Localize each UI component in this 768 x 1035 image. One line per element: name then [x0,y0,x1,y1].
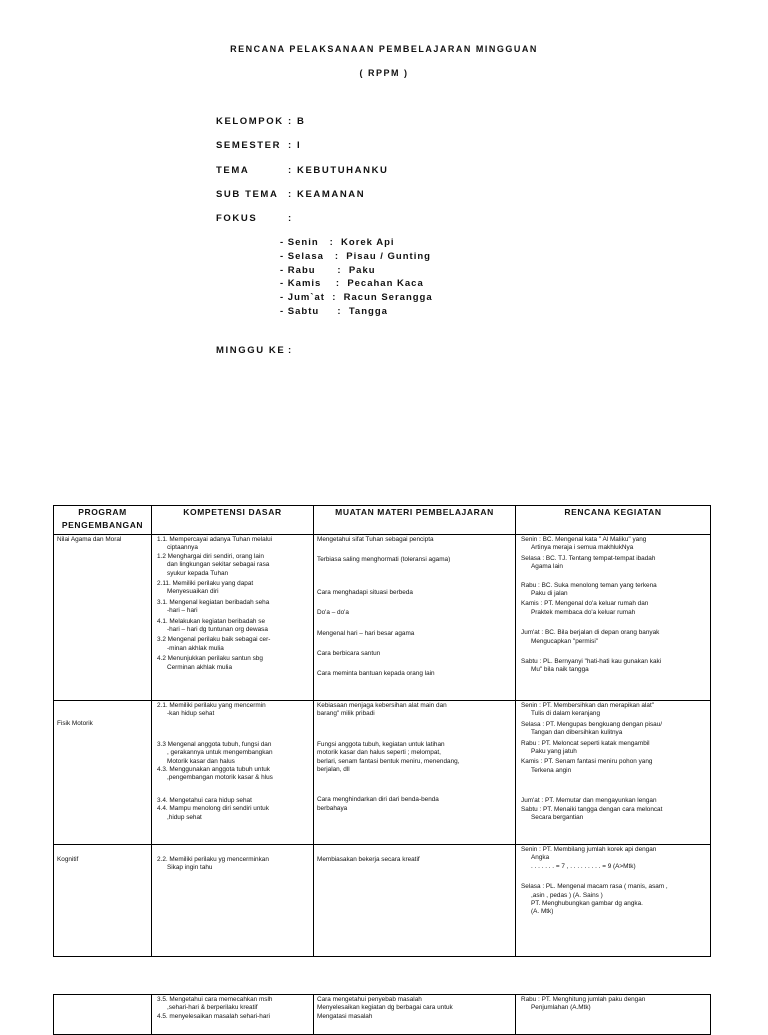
kelompok-row [216,116,305,127]
table-row-fisik-motorik [54,701,711,845]
rencana-cell [516,535,711,701]
rencana-item: Selasa : PT. Mengupas bengkuang dengan pisau/ Tangan dan dibersihkan kulitnya [521,720,663,737]
minggu-row [216,345,293,356]
fokus-day-kamis: - Kamis : Pecahan Kaca [280,278,424,290]
kd-cell [152,701,314,845]
program-cell [54,995,152,1035]
kelompok-label: KELOMPOK [216,116,284,127]
program-name: Fisik Motorik [57,720,93,727]
fokus-day-senin: - Senin : Korek Api [280,237,395,248]
subtema-value: : KEAMANAN [288,189,366,200]
rencana-item: Selasa : BC. TJ. Tentang tempat-tempat ibadah Agama lain [521,554,656,571]
kd-cell [152,995,314,1035]
kd-item: 1.2 Menghargai diri sendiri, orang lain dan lingkungan sekitar sebagai rasa syukur kepada Tuhan [157,552,270,577]
kd-item: 2.2. Memiliki perilaku yg mencerminkan Sikap ingin tahu [157,856,269,872]
rencana-item: Kamis : PT. Mengenal do'a keluar rumah dan Praktek membaca do'a keluar rumah [521,600,649,616]
table-header-row [54,506,711,535]
rencana-item: Rabu : BC. Suka menolong teman yang terkena Paku di jalan [521,581,657,598]
fokus-day-sabtu: - Sabtu : Tangga [280,305,388,317]
muatan-cell [314,995,516,1035]
rencana-item: Rabu : PT. Menghitung jumlah paku dengan Penjumlahan (A.Mtk) [521,996,646,1012]
muatan-cell [314,701,516,845]
kd-item: 2.11. Memiliki perilaku yang dapat Menyesuaikan diri [157,580,254,596]
subtema-row [216,189,365,200]
muatan-item: Mengenal hari – hari besar agama [317,629,415,637]
kd-item: 3.2 Mengenal perilaku baik sebagai cer- -minan akhlak mulia [157,636,271,652]
rencana-item: Rabu : PT. Meloncat seperti katak mengambil Paku yang jatuh [521,739,650,756]
minggu-value: : [288,345,293,356]
rppm-table-continued [53,994,711,1035]
kd-cell [152,535,314,701]
header-rencana: RENCANA KEGIATAN [516,506,711,535]
muatan-cell [314,845,516,957]
rencana-cell [516,701,711,845]
rencana-item: Senin : PT. Membilang jumlah korek api dengan Angka . . . . . . . = 7 , . . . . . . . . . = 9 (A>Mtk) [521,846,657,870]
muatan-item: Menyelesaikan kegiatan dg berbagai cara untuk [317,1004,453,1012]
rppm-table [53,505,711,957]
kd-cell [152,845,314,957]
rencana-item: Sabtu : PT. Menaiki tangga dengan cara meloncat Secara bergantian [521,805,663,822]
kd-item: 4.1. Melakukan kegiatan beribadah se -hari – hari dg tuntunan org dewasa [157,617,268,634]
semester-row [216,140,301,151]
minggu-label: MINGGU KE [216,345,286,356]
kd-item: 2.1. Memiliki perilaku yang mencermin -kan hidup sehat [157,702,266,718]
semester-label: SEMESTER [216,140,282,151]
program-cell [54,701,152,845]
program-name: Kognitif [57,856,79,863]
program-cell [54,845,152,957]
muatan-item: Cara menghadapi situasi berbeda [317,588,413,596]
tema-label: TEMA [216,165,250,176]
program-name: Nilai Agama dan Moral [57,536,122,543]
muatan-item: Cara berbicara santun [317,650,381,658]
program-cell [54,535,152,701]
table-row-nilai-agama [54,535,711,701]
muatan-item: Membiasakan bekerja secara kreatif [317,856,420,863]
header-kompetensi: KOMPETENSI DASAR [152,506,314,535]
muatan-item: Cara mengetahui penyebab masalah [317,996,422,1003]
fokus-day-jumat: - Jum`at : Racun Serangga [280,292,433,304]
tema-value: : KEBUTUHANKU [288,165,389,176]
kd-item: 1.1. Mempercayai adanya Tuhan melalui ciptaannya [157,536,273,552]
document-subtitle: ( RPPM ) [359,68,409,78]
kd-item: 4.2 Menunjukkan perilaku santun sbg Cerminan akhlak mulia [157,655,263,671]
rencana-item: Sabtu : PL. Bernyanyi "hati-hati kau gunakan kaki Mu" bila naik tangga [521,658,662,674]
fokus-days-list [280,236,433,319]
table-row-kognitif [54,845,711,957]
kd-item: 4.4. Mampu menolong diri sendiri untuk ,hidup sehat [157,805,269,821]
muatan-item: Mengetahui sifat Tuhan sebagai pencipta [317,536,434,543]
rencana-item: Selasa : PL. Mengenal macam rasa ( manis, asam , ,asin , pedas ) (A. Sains ) PT. Menghubungkan gambar dg angka. (A. Mtk) [521,883,668,916]
fokus-label: FOKUS [216,213,258,224]
muatan-item: Kebiasaan menjaga kebersihan alat main dan barang" milik pribadi [317,702,447,718]
header-muatan: MUATAN MATERI PEMBELAJARAN [314,506,516,535]
muatan-item: Do'a – do'a [317,609,349,617]
fokus-row [216,213,293,224]
fokus-day-rabu: - Rabu : Paku [280,264,376,276]
muatan-item: Cara menghindarkan diri dari benda-benda berbahaya [317,796,439,812]
kd-item: 3.4. Mengetahui cara hidup sehat [157,796,252,804]
muatan-item: Fungsi anggota tubuh, kegiatan untuk latihan motorik kasar dan halus seperti ; melompat, berlari, senam fantasi bentuk meniru, menendang, berjalan, dll [317,740,460,774]
muatan-cell [314,535,516,701]
rencana-item: Senin : BC. Mengenal kata " Al Maliku" yang Artinya meraja i semua makhlukNya [521,536,647,552]
table-row-kognitif-continued [54,995,711,1035]
muatan-item: Mengatasi masalah [317,1012,373,1020]
rencana-item: Senin : PT. Membersihkan dan merapikan alat" Tulis di dalam keranjang [521,702,654,718]
fokus-value: : [288,213,293,224]
rencana-item: Kamis : PT. Senam fantasi meniru pohon yang Terkena angin [521,758,653,774]
kd-item: 4.5. menyelesaikan masalah sehari-hari [157,1012,270,1020]
document-title: RENCANA PELAKSANAAN PEMBELAJARAN MINGGUAN [230,44,538,54]
kd-item: 3.3 Mengenal anggota tubuh, fungsi dan , gerakannya untuk mengembangkan Motorik kasar dan halus [157,740,273,765]
rencana-item: Jum'at : BC. Bila berjalan di depan orang banyak Mengucapkan "permisi" [521,629,660,645]
semester-value: : I [288,140,302,151]
kd-item: 3.1. Mengenal kegiatan beribadah seha -hari – hari [157,598,270,615]
kd-item: 3.5. Mengetahui cara memecahkan mslh ,sehari-hari & berperilaku kreatif [157,996,273,1012]
header-program: PROGRAM PENGEMBANGAN [54,506,152,535]
muatan-item: Terbiasa saling menghormati (toleransi agama) [317,556,451,564]
fokus-day-selasa: - Selasa : Pisau / Gunting [280,250,431,262]
rencana-cell [516,845,711,957]
kelompok-value: : B [288,116,306,127]
subtema-label: SUB TEMA [216,189,279,200]
kd-item: 4.3. Menggunakan anggota tubuh untuk ,pengembangan motorik kasar & hlus [157,766,273,782]
muatan-item: Cara meminta bantuan kepada orang lain [317,670,435,678]
rencana-cell [516,995,711,1035]
tema-row [216,165,389,176]
rencana-item: Jum'at : PT. Memutar dan mengayunkan lengan [521,797,657,805]
